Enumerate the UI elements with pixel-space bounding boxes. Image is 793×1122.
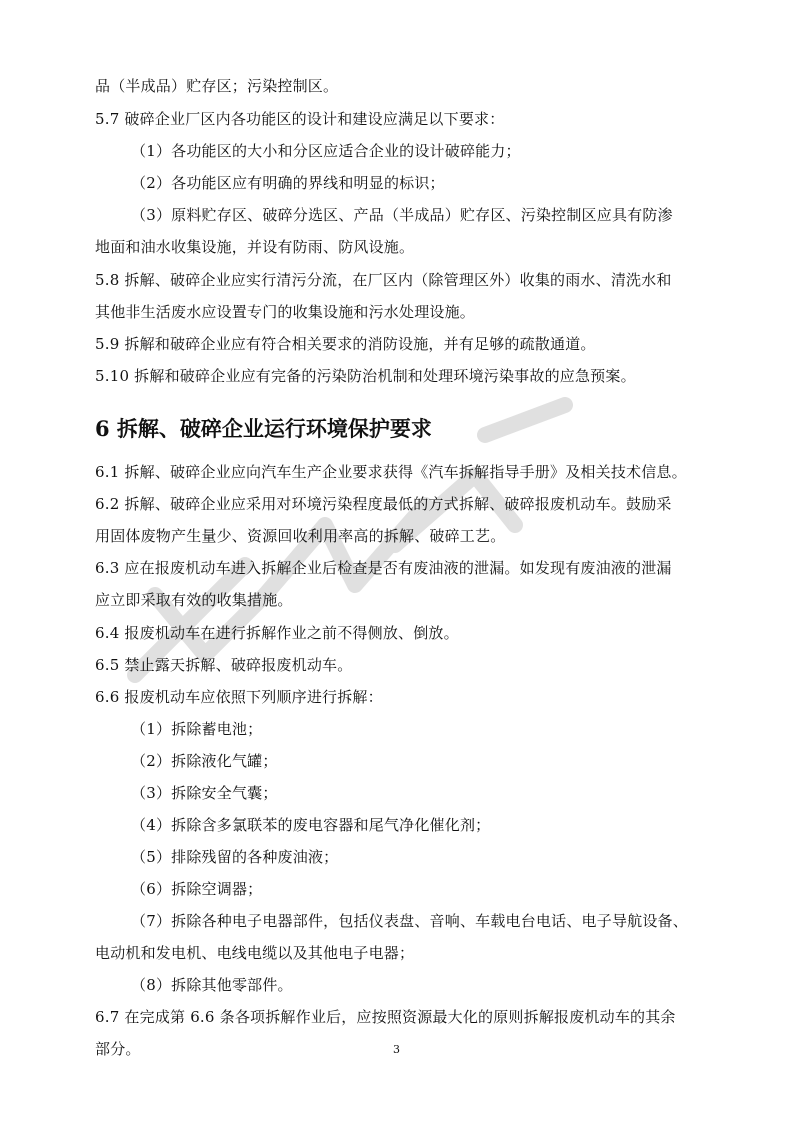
clause-6-6-item-6: （6）拆除空调器； [131,880,263,898]
page-number: 3 [393,1043,400,1056]
clause-6-6-item-5: （5）排除残留的各种废油液； [131,848,339,866]
clause-5-7: 5.7 破碎企业厂区内各功能区的设计和建设应满足以下要求： [95,110,505,128]
clause-6-6-item-7-cont: 电动机和发电机、电线电缆以及其他电子电器； [95,944,415,962]
clause-6-6: 6.6 报废机动车应依照下列顺序进行拆解： [95,688,383,706]
clause-6-5: 6.5 禁止露天拆解、破碎报废机动车。 [95,656,353,674]
clause-6-4: 6.4 报废机动车在进行拆解作业之前不得侧放、倒放。 [95,624,459,642]
clause-6-6-item-7: （7）拆除各种电子电器部件，包括仪表盘、音响、车载电台电话、电子导航设备、 [131,912,688,930]
clause-6-3-cont: 应立即采取有效的收集措施。 [95,591,293,609]
clause-6-3: 6.3 应在报废机动车进入拆解企业后检查是否有废油液的泄漏。如发现有废油液的泄漏 [95,559,672,577]
clause-5-7-item-2: （2）各功能区应有明确的界线和明显的标识； [131,174,445,192]
clause-5-10: 5.10 拆解和破碎企业应有完备的污染防治机制和处理环境污染事故的应急预案。 [95,367,636,385]
clause-6-2: 6.2 拆解、破碎企业应采用对环境污染程度最低的方式拆解、破碎报废机动车。鼓励采 [95,495,672,513]
clause-6-7-cont: 部分。 [95,1040,141,1058]
clause-6-1: 6.1 拆解、破碎企业应向汽车生产企业要求获得《汽车拆解指导手册》及相关技术信息。 [95,463,687,481]
clause-6-7: 6.7 在完成第 6.6 条各项拆解作业后，应按照资源最大化的原则拆解报废机动车的其余 [95,1008,676,1026]
clause-5-7-item-3: （3）原料贮存区、破碎分选区、产品（半成品）贮存区、污染控制区应具有防渗 [131,206,673,224]
clause-5-7-item-3-cont: 地面和油水收集设施，并设有防雨、防风设施。 [95,238,415,256]
clause-6-6-item-1: （1）拆除蓄电池； [131,720,263,738]
clause-6-6-item-2: （2）拆除液化气罐； [131,752,278,770]
clause-6-6-item-8: （8）拆除其他零部件。 [131,976,293,994]
clause-5-9: 5.9 拆解和破碎企业应有符合相关要求的消防设施，并有足够的疏散通道。 [95,335,596,353]
clause-6-2-cont: 用固体废物产生量少、资源回收利用率高的拆解、破碎工艺。 [95,527,506,545]
clause-6-6-item-3: （3）拆除安全气囊； [131,784,278,802]
clause-5-8-cont: 其他非生活废水应设置专门的收集设施和污水处理设施。 [95,303,476,321]
clause-6-6-item-4: （4）拆除含多氯联苯的废电容器和尾气净化催化剂； [131,816,491,834]
clause-5-8: 5.8 拆解、破碎企业应实行清污分流，在厂区内（除管理区外）收集的雨水、清洗水和 [95,271,672,289]
section-heading-6: 6 拆解、破碎企业运行环境保护要求 [95,416,432,441]
clause-5-7-item-1: （1）各功能区的大小和分区应适合企业的设计破碎能力； [131,142,521,160]
text-line: 品（半成品）贮存区；污染控制区。 [95,77,339,95]
